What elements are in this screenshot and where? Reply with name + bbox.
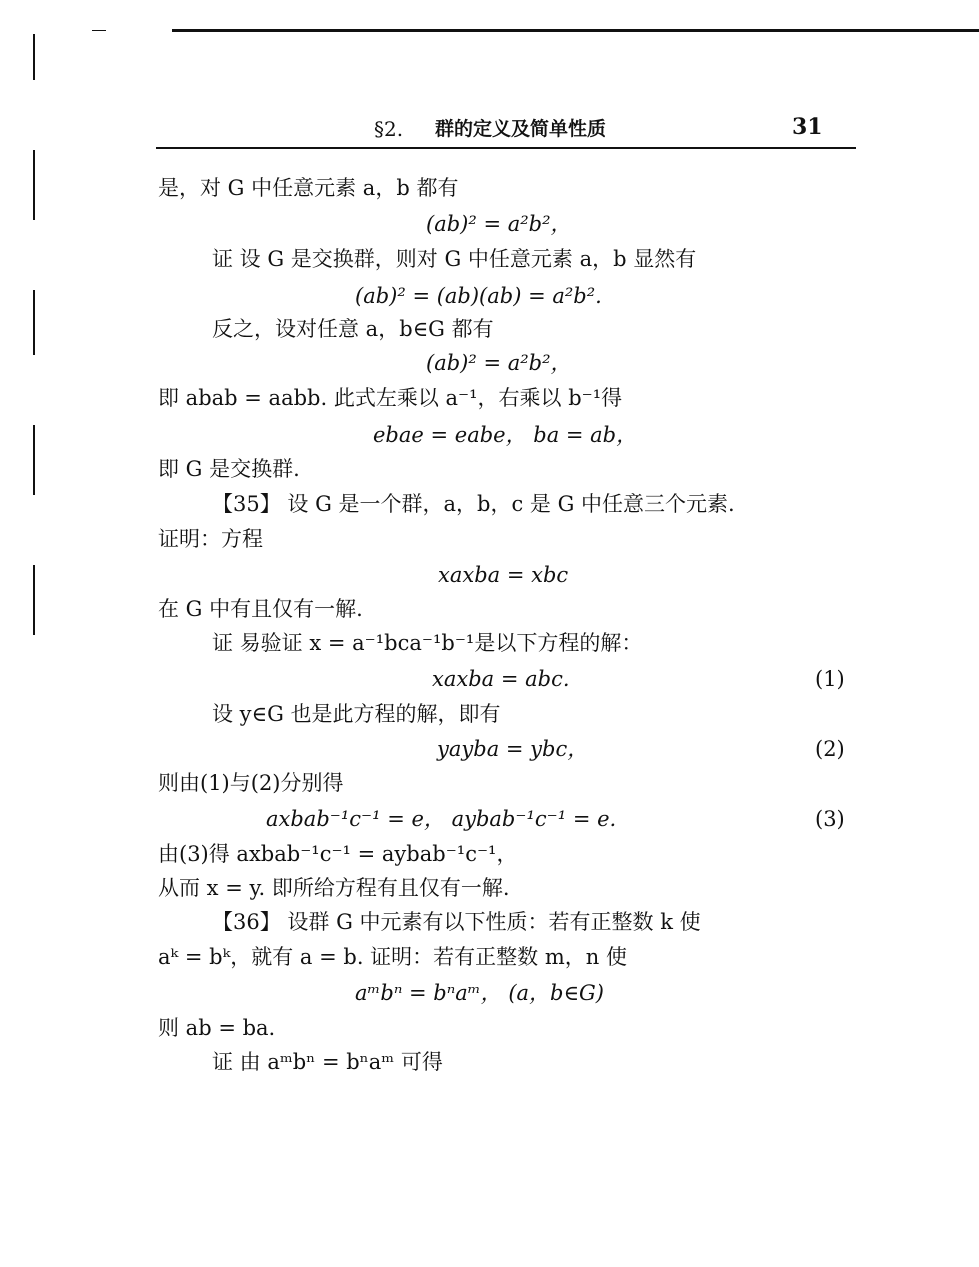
header-rule	[156, 147, 856, 149]
math-line: ebae = eabe， ba = ab，	[373, 423, 638, 447]
proof-line: 证 由 aᵐbⁿ = bⁿaᵐ 可得	[212, 1050, 443, 1074]
scan-edge-mark	[33, 565, 35, 635]
scan-top-dash	[92, 30, 106, 31]
equation-number: (1)	[815, 667, 845, 691]
proof-line: 证 易验证 x = a⁻¹bca⁻¹b⁻¹是以下方程的解：	[212, 631, 643, 655]
math-line: (ab)² = a²b²，	[426, 212, 572, 236]
text-line: 从而 x = y. 即所给方程有且仅有一解.	[158, 876, 510, 900]
math-line: axbab⁻¹c⁻¹ = e， aybab⁻¹c⁻¹ = e.	[266, 807, 617, 831]
text-line: 即 G 是交换群.	[158, 457, 300, 481]
text-line: 设 y∈G 也是此方程的解，即有	[212, 702, 501, 726]
scan-edge-mark	[33, 425, 35, 495]
text-line: 证明：方程	[158, 527, 263, 551]
scan-edge-mark	[33, 290, 35, 355]
text-line: 在 G 中有且仅有一解.	[158, 597, 363, 621]
text-line: 是，对 G 中任意元素 a，b 都有	[158, 176, 459, 200]
text-line: 则由(1)与(2)分别得	[158, 771, 344, 795]
proof-line: 证 设 G 是交换群，则对 G 中任意元素 a，b 显然有	[212, 247, 697, 271]
text-line: 则 ab = ba.	[158, 1016, 276, 1040]
math-line: xaxba = abc.	[432, 667, 570, 691]
math-line: yayba = ybc，	[437, 737, 589, 761]
equation-number: (2)	[815, 737, 845, 761]
math-line: aᵐbⁿ = bⁿaᵐ， (a，b∈G)	[355, 981, 604, 1005]
text-line: 由(3)得 axbab⁻¹c⁻¹ = aybab⁻¹c⁻¹，	[158, 842, 518, 866]
scan-edge-mark	[33, 150, 35, 220]
text-line: 即 abab = aabb. 此式左乘以 a⁻¹，右乘以 b⁻¹得	[158, 386, 623, 410]
scan-top-rule	[172, 29, 979, 32]
equation-number: (3)	[815, 807, 845, 831]
problem-35: 【35】 设 G 是一个群，a，b，c 是 G 中任意三个元素.	[212, 492, 735, 516]
problem-36: 【36】 设群 G 中元素有以下性质：若有正整数 k 使	[212, 910, 701, 934]
math-line: xaxba = xbc	[438, 563, 569, 587]
scan-edge-mark	[33, 34, 35, 80]
header-title: 群的定义及简单性质	[435, 118, 607, 140]
header-section: §2.	[374, 117, 404, 141]
text-line: 反之，设对任意 a，b∈G 都有	[212, 317, 494, 341]
math-line: (ab)² = (ab)(ab) = a²b².	[355, 284, 602, 308]
text-line: aᵏ = bᵏ，就有 a = b. 证明：若有正整数 m，n 使	[158, 945, 627, 969]
page-number: 31	[792, 114, 823, 140]
math-line: (ab)² = a²b²，	[426, 351, 572, 375]
